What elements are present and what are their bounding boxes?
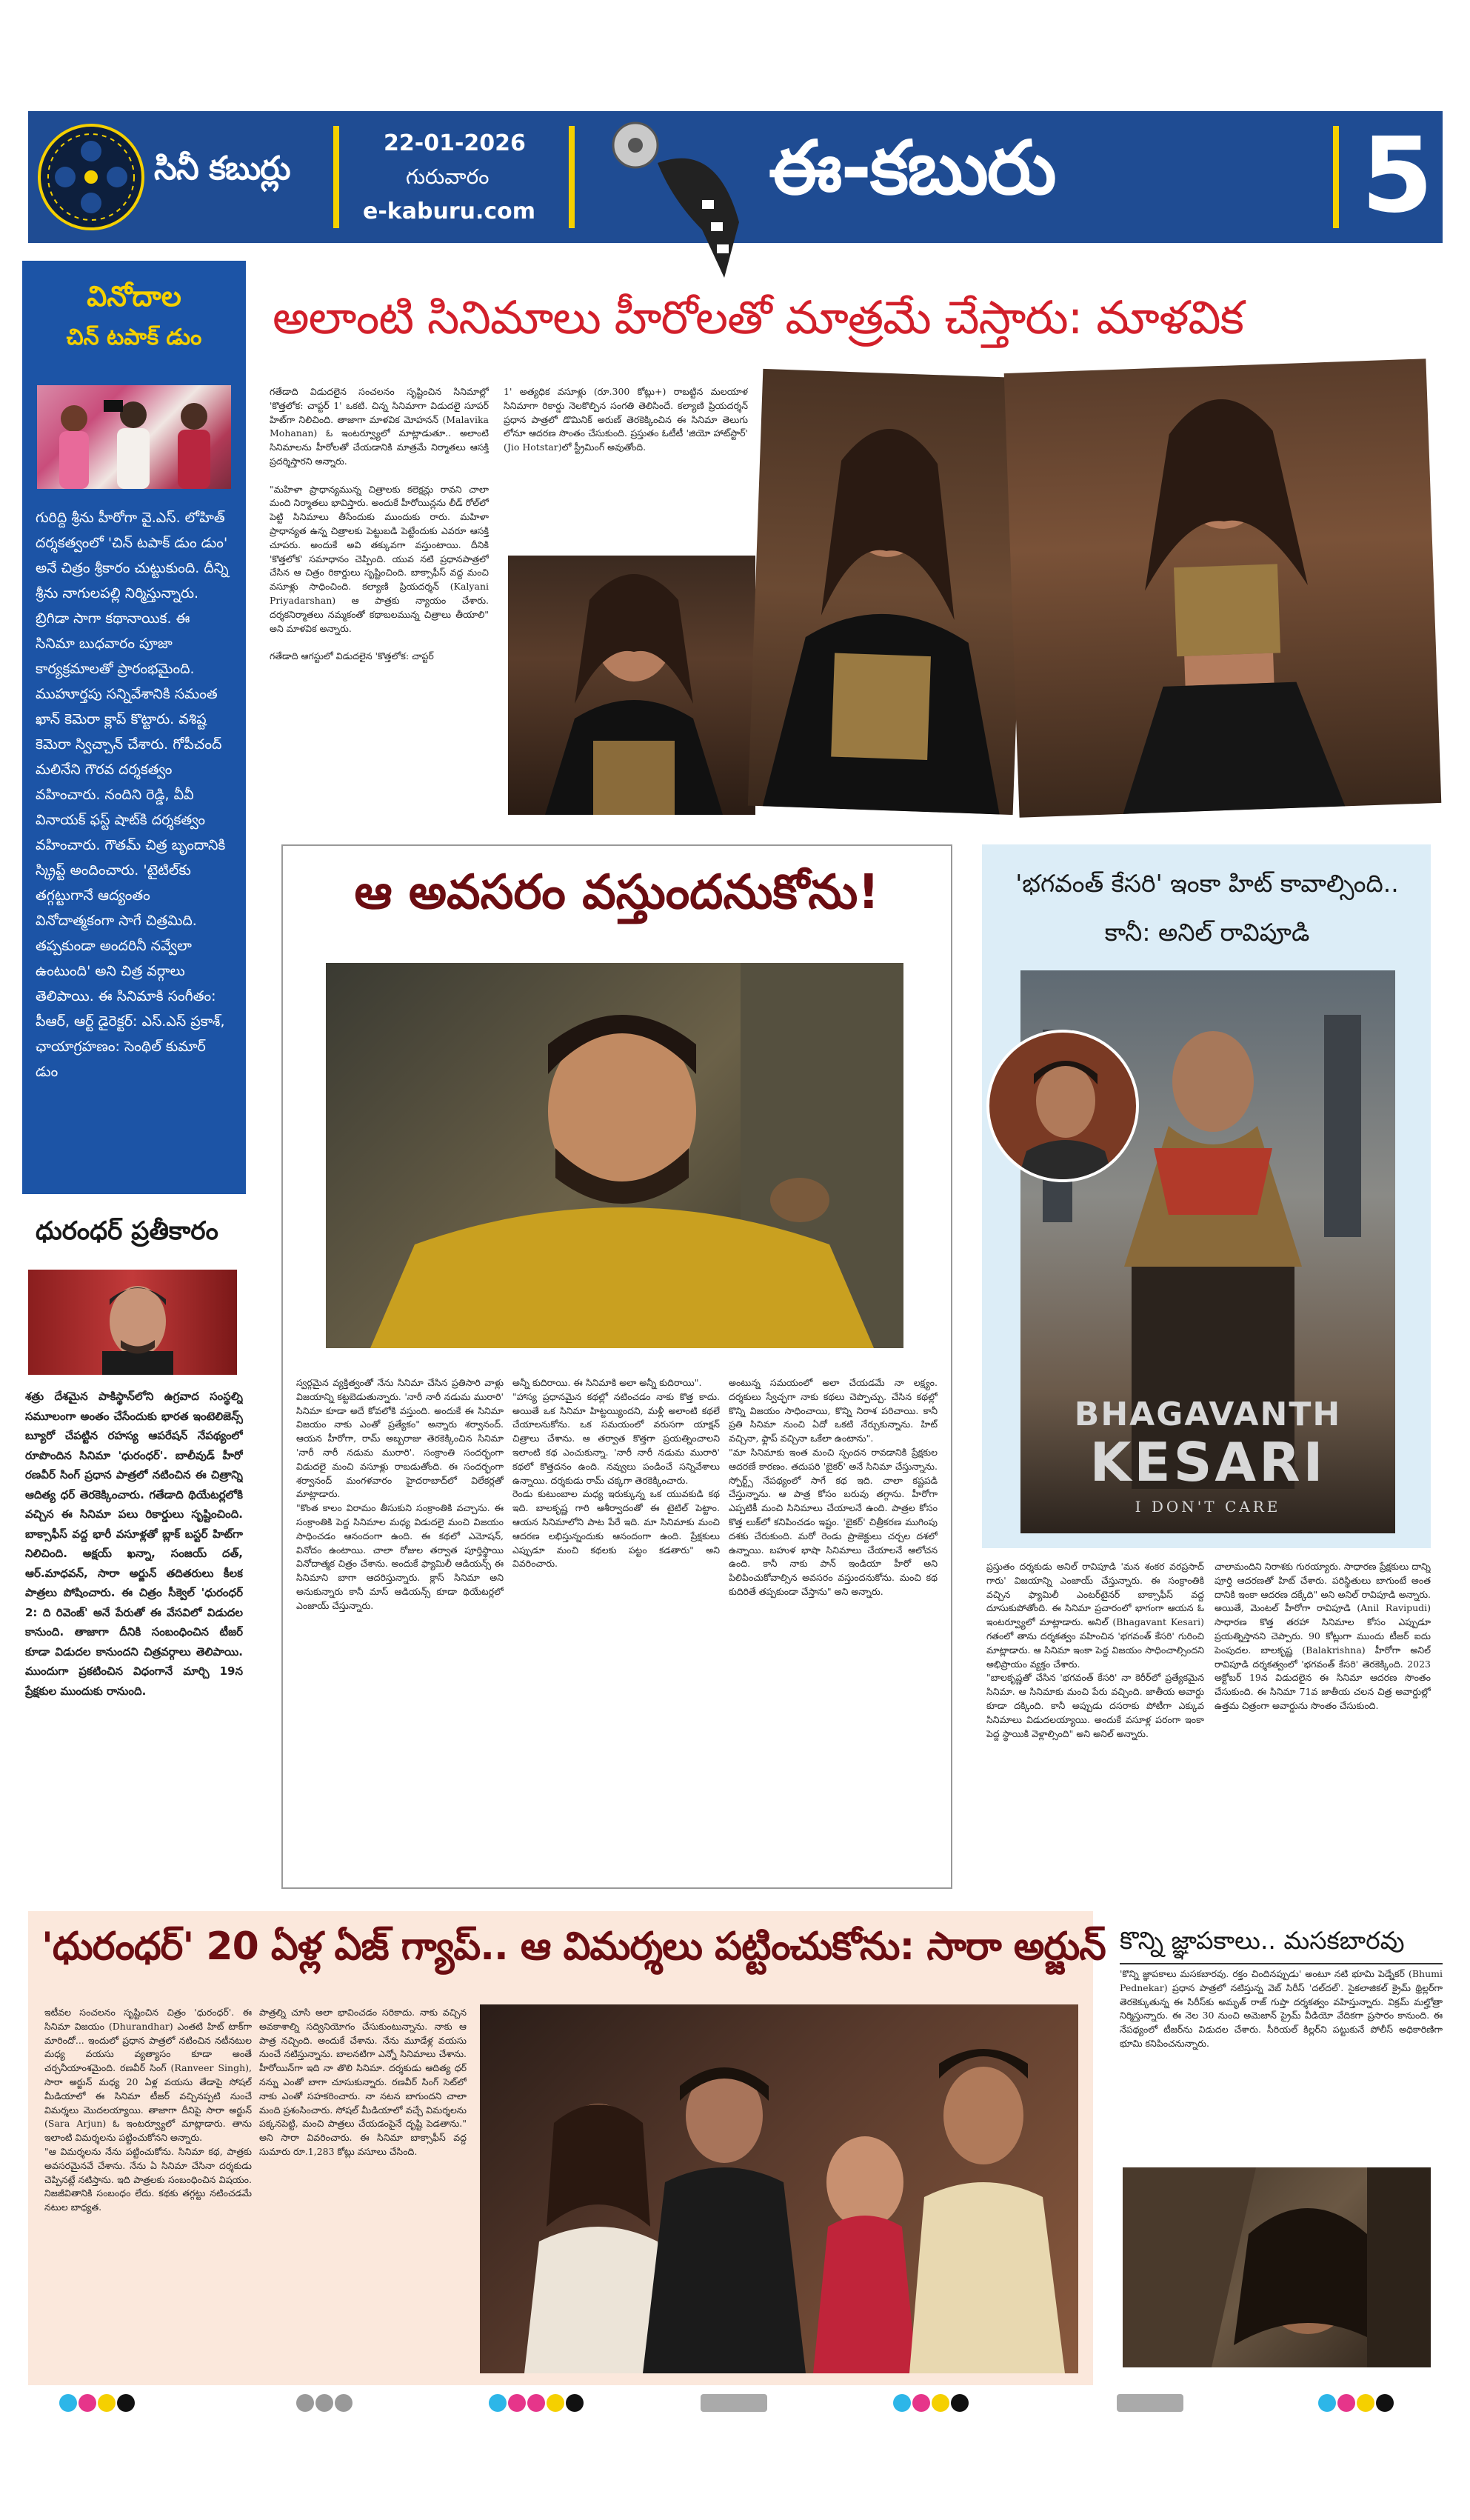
sharwanand-col-2: అన్నీ కుదిరాయి. ఈ సినిమాకి అలా అన్నీ కుదిరాయి". "హాస్య ప్రధానమైన కథల్లో నటించడం నాకు కొత్త కాదు. అయితే ఒక సినిమా హిట్టయ్యిందని, మళ్లీ అలాంటి కథలే చేయాలనుకోను. ఒక సమయంలో వరుసగా యాక్షన్ చిత్రాలు చేశాను. ఆ తర్వాత కొత్తగా ప్రయత్నించాలని ఇలాంటి కథ ఎంచుకున్నా. 'నారీ నారీ నడుమ మురారి' కథలో కొత్తదనం ఉంది. నవ్వులు పండించే సన్నివేశాలు ఉన్నాయి. దర్శకుడు రామ్ చక్కగా తెరకెక్కించారు. రెండు కుటుంబాల మధ్య ఇరుక్కున్న ఒక యువకుడి కథ ఇది. బాలకృష్ణ గారి ఆశీర్వాదంతో ఈ టైటిల్ పెట్టాం. ఆయన సినిమాలోని పాట పేరే ఇది. మా సినిమాకు మంచి ఆదరణ లభిస్తున్నందుకు ఆనందంగా ఉంది. ప్రేక్షకులు ఎప్పుడూ మంచి కథలకు పట్టం కడతారు" అని వివరించారు. xyxy=(512,1377,720,1570)
masakabaru-body: 'కొన్ని జ్ఞాపకాలు మసకబారవు. రక్తం చిందినప్పుడు' అంటూ నటి భూమి పెడ్నేకర్ (Bhumi Pednekar) ప్రధాన పాత్రలో నటిస్తున్న వెబ్ సిరీస్ 'దల్‌దల్'. సైకలాజికల్ క్రైమ్ థ్రిల్లర్‌గా తెరకెక్కుతున్న ఈ సిరీస్‌కు అమృత్ రాజ్ గుప్తా దర్శకత్వం వహిస్తున్నారు. విక్రమ్ మల్హోత్రా నిర్మిస్తున్నారు. ఈ నెల 30 నుంచి అమెజాన్ ప్రైమ్ వీడియో వేదికగా ప్రసారం కానుంది. ఈ నేపథ్యంలో టీజర్‌ను విడుదల చేశారు. సీరియల్ కిల్లర్‌ని పట్టుకునే పోలీస్ అధికారిణిగా భూమి కనిపించనున్నారు. xyxy=(1120,1968,1443,2049)
sidebar-dhurandhar-body: శత్రు దేశమైన పాకిస్థాన్‌లోని ఉగ్రవాద సంస్థల్ని సమూలంగా అంతం చేసేందుకు భారత ఇంటెలిజెన్స్ బ్యూరో చేపట్టిన రహస్య ఆపరేషన్ నేపథ్యంలో రూపొందిన సినిమా 'ధురంధర్'. బాలీవుడ్ హీరో రణవీర్ సింగ్ ప్రధాన పాత్రలో నటించిన ఈ చిత్రాన్ని ఆదిత్య ధర్ తెరకెక్కించారు. గతేడాది థియేటర్లలోకి వచ్చిన ఈ సినిమా పలు రికార్డులు సృష్టించింది. బాక్సాఫీస్ వద్ద భారీ వసూళ్లతో బ్లాక్ బస్టర్ హిట్‌గా నిలిచింది. అక్షయ్ ఖన్నా, సంజయ్ దత్, ఆర్.మాధవన్, సారా అర్జున్ తదితరులు కీలక పాత్రలు పోషించారు. ఈ చిత్రం సీక్వెల్ 'ధురంధర్ 2: ది రివెంజ్' అనే పేరుతో ఈ వేసవిలో విడుదల కానుంది. తాజాగా దీనికి సంబంధించిన టీజర్ కూడా విడుదల కానుందని చిత్రవర్గాలు తెలిపాయి. ముందుగా ప్రకటించిన విధంగానే మార్చి 19న ప్రేక్షకుల ముందుకు రానుంది. xyxy=(25,1390,243,1698)
sharwanand-headline: ఆ అవసరం వస్తుందనుకోను! xyxy=(354,865,880,920)
poster-tagline: I DON'T CARE xyxy=(1135,1498,1281,1516)
sidebar-dhurandhar-heading: ధురంధర్ ప్రతీకారం xyxy=(36,1216,218,1246)
malavika-headline: అలాంటి సినిమాలు హీరోలతో మాత్రమే చేస్తారు: మాళవిక xyxy=(273,290,1243,344)
sara-col-1: ఇటీవల సంచలనం సృష్టించిన చిత్రం 'ధురంధర్'. ఈ సినిమా విజయం (Dhurandhar) ఎంతటి హిట్ టాక్‌గా మారిందో... ఇందులో ప్రధాన పాత్రలో నటించిన నటీనటుల మధ్య వయసు వ్యత్యాసం కూడా అంతే చర్చనీయాంశమైంది. రణవీర్ సింగ్ (Ranveer Singh), సారా అర్జున్ మధ్య 20 ఏళ్ల వయసు తేడాపై సోషల్ మీడియాలో ఈ సినిమా టీజర్ వచ్చినప్పటి నుంచే విమర్శలు మొదలయ్యాయి. తాజాగా దీనిపై సారా అర్జున్ (Sara Arjun) ఓ ఇంటర్వ్యూలో మాట్లాడారు. తాను ఇలాంటి విమర్శలను పట్టించుకోనని అన్నారు. "ఆ విమర్శలను నేను పట్టించుకోను. సినిమా కథ, పాత్రకు అవసరమైనవే చేశాను. నేను ఏ సినిమా చేసినా దర్శకుడు చెప్పినట్లే నటిస్తాను. ఇది పాత్రలకు సంబంధించిన విషయం. నిజజీవితానికి సంబంధం లేదు. కథకు తగ్గట్టు నటించడమే నటుల బాధ్యత. xyxy=(44,2007,252,2213)
poster-title-line-2: KESARI xyxy=(1089,1431,1326,1493)
section-title: సినీ కబుర్లు xyxy=(154,150,290,187)
issue-weekday: గురువారం xyxy=(406,164,490,189)
sharwanand-photo xyxy=(326,963,903,1348)
masthead-divider xyxy=(569,126,575,228)
bhagavanth-col-1: ప్రస్తుతం దర్శకుడు అనిల్ రావిపూడి 'మన శంకర వరప్రసాద్ గారు' విజయాన్ని ఎంజాయ్ చేస్తున్నారు. ఈ సంక్రాంతికి వచ్చిన ఫ్యామిలీ ఎంటర్‌టైనర్ బాక్సాఫీస్ వద్ద దూసుకుపోతోంది. ఈ సినిమా ప్రచారంలో భాగంగా ఆయన ఓ ఇంటర్వ్యూలో మాట్లాడారు. అనిల్ (Bhagavant Kesari) గతంలో తాను దర్శకత్వం వహించిన 'భగవంత్ కేసరి' గురించి మాట్లాడారు. ఆ సినిమా ఇంకా పెద్ద విజయం సాధించాల్సిందని అభిప్రాయం వ్యక్తం చేశారు. "బాలకృష్ణతో చేసిన 'భగవంత్ కేసరి' నా కెరీర్‌లో ప్రత్యేకమైన సినిమా. ఆ సినిమాకు మంచి పేరు వచ్చింది. జాతీయ అవార్డు కూడా దక్కింది. కానీ అప్పుడు దసరాకు పోటీగా ఎక్కువ సినిమాలు విడుదలయ్యాయి. అందుకే వసూళ్ల పరంగా ఇంకా పెద్ద స్థాయికి వెళ్లాల్సింది" అని అనిల్ అన్నారు. xyxy=(986,1561,1204,1739)
color-registration-marks xyxy=(1117,2394,1185,2413)
film-camera-icon xyxy=(591,111,784,281)
dhurandhar-still xyxy=(480,2004,1078,2373)
malavika-photo-1 xyxy=(508,556,755,815)
vinodala-photo xyxy=(37,385,231,489)
color-registration-marks xyxy=(701,2394,769,2413)
sidebar-heading: వినోదాల xyxy=(87,280,181,313)
malavika-col-1: గతేడాది విడుదలైన సంచలనం సృష్టించిన సినిమాల్లో 'కొత్తలోక: చాప్టర్ 1' ఒకటి. చిన్న సినిమాగా విడుదలై సూపర్ హిట్‌గా నిలిచింది. తాజాగా మాళవిక మోహనన్ (Malavika Mohanan) ఓ ఇంటర్వ్యూలో మాట్లాడుతూ.. అలాంటి సినిమాలను హీరోలతో చేయడానికి మాత్రమే నిర్మాతలు ఆసక్తి ప్రదర్శిస్తారని అన్నారు. "మహిళా ప్రాధాన్యమున్న చిత్రాలకు కలెక్షన్లు రావని చాలా మంది నిర్మాతలు భావిస్తారు. అందుకే హీరోయిన్లను లీడ్ రోల్‌లో పెట్టి సినిమాలు తీసేందుకు ముందుకు రారు. మహిళా ప్రాధాన్యత ఉన్న చిత్రాలకు పెట్టుబడి పెట్టేందుకు ఎవరూ ఆసక్తి చూపరు. అందుకే అవి తక్కువగా వస్తుంటాయి. దీనికి 'కొత్తలోక' సమాధానం చెప్పింది. యువ నటి ప్రధానపాత్రలో చేసిన ఆ చిత్రం రికార్డులు సృష్టించింది. బాక్సాఫీస్ వద్ద మంచి వసూళ్లు సాధించింది. కల్యాణి ప్రియదర్శన్ (Kalyani Priyadarshan) ఆ పాత్రకు న్యాయం చేశారు. దర్శకనిర్మాతలు నమ్మకంతో కథాబలమున్న చిత్రాలు తీయాలి" అని మాళవిక అన్నారు. గతేడాది ఆగస్టులో విడుదలైన 'కొత్తలోక: చాప్టర్ xyxy=(270,386,489,662)
sara-headline: 'ధురంధర్' 20 ఏళ్ల ఏజ్ గ్యాప్.. ఆ విమర్శలు పట్టించుకోను: సారా అర్జున్ xyxy=(41,1924,1106,1969)
bhagavanth-col-2: చాలామందిని నిరాశకు గురయ్యారు. సాధారణ ప్రేక్షకులు దాన్ని పూర్తి ఆదరణతో హిట్ చేశారు. పరిస్థితులు బాగుంటే అంత దానికి ఇంకా ఆదరణ దక్కేది" అని అనిల్ రావిపూడి అన్నారు. అయితే, మెంటల్ హీరోగా రావిపూడి (Anil Ravipudi) సాధారణ కొత్త తరహా సినిమాల కోసం ఎప్పుడూ ప్రయత్నిస్తానని చెప్పారు. 90 కోట్లుగా ముందు టీజర్ ఐదు పెంపుదల. బాలకృష్ణ (Balakrishna) హీరోగా అనిల్ రావిపూడి దర్శకత్వంలో 'భగవంత్ కేసరి' తెరకెక్కింది. 2023 అక్టోబర్ 19న విడుదలైన ఈ సినిమా ఆదరణ సొంతం చేసుకుంది. ఈ సినిమా 71వ జాతీయ చలన చిత్ర అవార్డుల్లో ఉత్తమ చిత్రంగా అవార్డును సొంతం చేసుకుంది. xyxy=(1215,1561,1431,1711)
film-reel-icon xyxy=(36,121,147,233)
sidebar-vinodala xyxy=(22,261,246,1194)
masakabaru-heading: కొన్ని జ్ఞాపకాలు.. మసకబారవు xyxy=(1120,1926,1405,1955)
anil-ravipudi-inset xyxy=(986,1030,1139,1182)
sharwanand-col-3: అంటున్న సమయంలో అలా చేయడమే నా లక్ష్యం. దర్శకులు స్వేచ్ఛగా నాకు కథలు చెప్పొచ్చు. చేసిన కథల్లో కొన్ని విజయం సాధించాయి, కొన్ని నిరాశ పరిచాయి. కానీ ప్రతి సినిమా నుంచి ఏదో ఒకటి నేర్చుకున్నాను. హిట్ వచ్చినా, ఫ్లాప్ వచ్చినా ఒకేలా ఉంటాను". "మా సినిమాకు ఇంత మంచి స్పందన రావడానికి ప్రేక్షకుల ఆదరణే కారణం. తదుపరి 'బైకర్' అనే సినిమా చేస్తున్నాను. స్పోర్ట్స్ నేపథ్యంలో సాగే కథ ఇది. చాలా కష్టపడి చేస్తున్నాను. ఆ పాత్ర కోసం బరువు తగ్గాను. హీరోగా ఎప్పటికీ మంచి సినిమాలు చేయాలనే ఉంది. పాత్రల కోసం కొత్త లుక్‌లో కనిపించడం ఇష్టం. 'బైకర్' చిత్రీకరణ ముగింపు దశకు చేరుకుంది. మరో రెండు ప్రాజెక్టులు చర్చల దశలో ఉన్నాయి. బహుళ భాషా సినిమాలు చేయాలనే ఆలోచన ఉంది. కానీ నాకు పాన్ ఇండియా హీరో అని పిలిపించుకోవాల్సిన అవసరం వస్తుందనుకోను. మంచి కథ కుదిరితే తప్పకుండా చేస్తాను" అని అన్నారు. xyxy=(729,1377,938,1597)
color-registration-marks xyxy=(489,2394,585,2413)
color-registration-marks xyxy=(296,2394,354,2413)
color-registration-marks xyxy=(893,2394,970,2413)
page-number: 5 xyxy=(1361,116,1434,236)
sidebar-body: గురిద్ది శ్రీను హీరోగా వై.ఎస్. లోహిత్ దర్శకత్వంలో 'చిన్ టపాక్ డుం డుం' అనే చిత్రం శ్రీకారం చుట్టుకుంది. దీన్ని శ్రీను నాగులపల్లి నిర్మిస్తున్నారు. బ్రిగిడా సాగా కథానాయిక. ఈ సినిమా బుధవారం పూజా కార్యక్రమాలతో ప్రారంభమైంది. ముహూర్తపు సన్నివేశానికి సమంత ఖాన్ కెమెరా క్లాప్ కొట్టారు. వశిష్ట కెమెరా స్విచ్చాన్ చేశారు. గోపీచంద్ మలినేని గౌరవ దర్శకత్వం వహించారు. నందిని రెడ్డి, వీవీ వినాయక్ ఫస్ట్ షాట్‌కి దర్శకత్వం వహించారు. గౌతమ్ చిత్ర బృందానికి స్క్రిప్ట్ అందించారు. 'టైటిల్‌కు తగ్గట్టుగానే ఆద్యంతం వినోదాత్మకంగా సాగే చిత్రమిది. తప్పకుండా అందరినీ నవ్వేలా ఉంటుంది' అని చిత్ర వర్గాలు తెలిపాయి. ఈ సినిమాకి సంగీతం: పీఆర్, ఆర్ట్ డైరెక్టర్: ఎస్.ఎస్ ప్రకాశ్, ఛాయాగ్రహణం: సెంథిల్ కుమార్ డుం xyxy=(36,510,229,1080)
brand-logo: ఈ-కబురు xyxy=(769,124,1055,211)
masakabaru-rule xyxy=(1120,1963,1443,1964)
color-registration-marks xyxy=(59,2394,136,2413)
issue-date: 22-01-2026 xyxy=(384,130,526,156)
bhagavanth-headline: 'భగవంత్ కేసరి' ఇంకా హిట్ కావాల్సింది.. కానీ: అనిల్ రావిపూడి xyxy=(1015,869,1399,947)
malavika-photo-2 xyxy=(748,369,1028,815)
color-registration-marks xyxy=(1318,2394,1395,2413)
website-link[interactable]: e-kaburu.com xyxy=(363,199,536,224)
poster-title-line-1: BHAGAVANTH xyxy=(1074,1396,1342,1433)
masthead-divider xyxy=(333,126,339,228)
sidebar-subheading: చిన్ టపాక్ డుం xyxy=(66,324,202,350)
dal-dal-still xyxy=(1123,2167,1431,2367)
masthead-divider xyxy=(1333,126,1339,228)
sharwanand-col-1: స్వర్గమైన వ్యక్తిత్వంతో నేను సినిమా చేసిన ప్రతిసారి వాళ్లు విజయాన్ని కట్టబెడుతున్నారు. 'నారీ నారీ నడుమ మురారి' సినిమా కూడా అదే కోవలోకి వస్తుంది. అందుకే ఈ సినిమా విజయం నాకు ఎంతో ప్రత్యేకం" అన్నారు శర్వానంద్. ఆయన హీరోగా, రామ్ అబ్బరాజు తెరకెక్కించిన సినిమా 'నారీ నారీ నడుమ మురారి'. సంక్రాంతి సందర్భంగా విడుదలై మంచి వసూళ్లు రాబడుతోంది. ఈ సందర్భంగా శర్వానంద్ మంగళవారం హైదరాబాద్‌లో విలేకర్లతో మాట్లాడారు. "కొంత కాలం విరామం తీసుకుని సంక్రాంతికి వచ్చాను. ఈ సంక్రాంతికి పెద్ద సినిమాల మధ్య విడుదలై మంచి విజయం సాధించడం ఆనందంగా ఉంది. ఈ కథలో ఎమోషన్, వినోదం ఉంటాయి. చాలా రోజుల తర్వాత పూర్తిస్థాయి వినోదాత్మక చిత్రం చేశాను. అందుకే ఫ్యామిలీ ఆడియన్స్ ఈ సినిమాని బాగా ఆదరిస్తున్నారు. క్లాస్ సినిమా అని అనుకున్నారు కానీ మాస్ ఆడియన్స్ కూడా థియేటర్లలో ఎంజాయ్ చేస్తున్నారు. xyxy=(296,1377,504,1611)
masthead xyxy=(28,111,1443,243)
ranveer-photo xyxy=(28,1270,237,1375)
malavika-photo-3 xyxy=(1004,359,1442,818)
sara-col-2: పాత్రల్ని చూసి అలా భావించడం సరికాదు. నాకు వచ్చిన అవకాశాల్ని సద్వినియోగం చేసుకుంటున్నాను. నాకు ఆ పాత్ర నచ్చింది. అందుకే చేశాను. నేను మూడేళ్ల వయసు నుంచే నటిస్తున్నాను. బాలనటిగా ఎన్నో సినిమాలు చేశాను. హీరోయిన్‌గా ఇది నా తొలి సినిమా. దర్శకుడు ఆదిత్య ధర్ నన్ను ఎంతో బాగా చూసుకున్నారు. రణవీర్ సింగ్ సెట్‌లో నాకు ఎంతో సహకరించారు. నా నటన బాగుందని చాలా మంది ప్రశంసించారు. సోషల్ మీడియాలో వచ్చే విమర్శలను పక్కనపెట్టి, మంచి పాత్రలు చేయడంపైనే దృష్టి పెడతాను." అని సారా వివరించారు. ఈ సినిమా బాక్సాఫీస్ వద్ద సుమారు రూ.1,283 కోట్లు వసూలు చేసింది. xyxy=(259,2007,467,2157)
malavika-col-2: 1' అత్యధిక వసూళ్లు (రూ.300 కోట్లు+) రాబట్టిన మలయాళ సినిమాగా రికార్డు నెలకొల్పిన సంగతి తెలిసిందే. కల్యాణి ప్రియదర్శన్ ప్రధాన పాత్రలో డొమినిక్ అరుణ్ తెరకెక్కించిన ఈ సినిమా తెలుగు లోనూ ఆదరణ సొంతం చేసుకుంది. ప్రస్తుతం ఓటీటీ 'జియో హాట్‌స్టార్' (Jio Hotstar)లో స్ట్రీమింగ్ అవుతోంది. xyxy=(504,386,748,453)
